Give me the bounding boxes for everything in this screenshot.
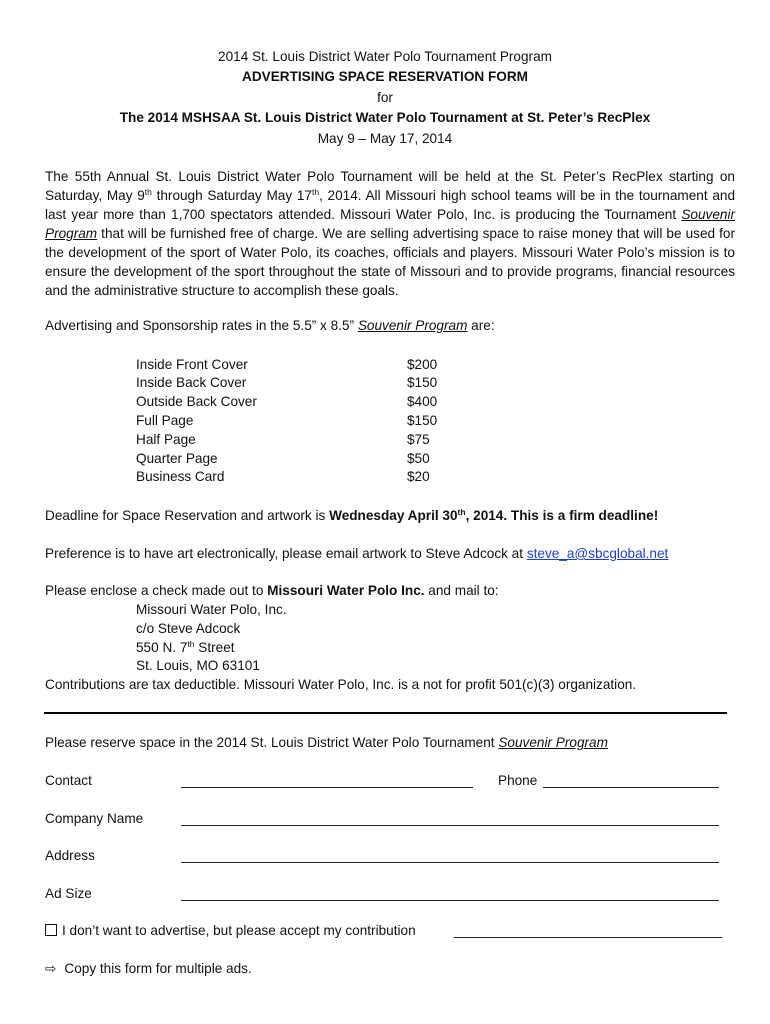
adsize-field[interactable]	[181, 900, 719, 901]
rate-price: $400	[407, 394, 438, 409]
contribution-checkbox[interactable]	[45, 924, 57, 936]
rates-intro: Advertising and Sponsorship rates in the 5.5” x 8.5” Souvenir Program are:	[45, 318, 495, 333]
rate-price: $150	[407, 413, 438, 428]
deadline-line: Deadline for Space Reservation and artwork is Wednesday April 30th, 2014. This is a firm deadline!	[45, 507, 659, 523]
divider	[44, 712, 727, 714]
rate-price: $200	[407, 357, 438, 372]
address-line: Missouri Water Polo, Inc.	[136, 602, 287, 617]
program-title: 2014 St. Louis District Water Polo Tournament Program	[218, 49, 552, 64]
reserve-line: Please reserve space in the 2014 St. Louis District Water Polo Tournament Souvenir Program	[45, 735, 608, 750]
rate-name: Inside Back Cover	[136, 375, 247, 390]
rate-price: $20	[407, 469, 430, 484]
adsize-label: Ad Size	[45, 886, 92, 901]
address-line: 550 N. 7th Street	[136, 639, 235, 655]
rate-name: Inside Front Cover	[136, 357, 248, 372]
mail-instruction: Please enclose a check made out to Missouri Water Polo Inc. and mail to:	[45, 583, 499, 598]
tournament-dates: May 9 – May 17, 2014	[317, 131, 453, 146]
rate-price: $150	[407, 375, 438, 390]
rate-name: Quarter Page	[136, 451, 218, 466]
rate-name: Half Page	[136, 432, 196, 447]
email-link[interactable]: steve_a@sbcglobal.net	[526, 546, 669, 561]
contribution-amount-field[interactable]	[454, 937, 722, 938]
deadline-date: Wednesday April 30th, 2014. This is a firm deadline!	[329, 507, 659, 523]
address-label: Address	[45, 848, 95, 863]
intro-paragraph: The 55th Annual St. Louis District Water Polo Tournament will be held at the St. Peter’s RecPlex starting on Saturday, May 9th through Saturday May 17th, 2014. All Missouri high school teams will be in the tournament and last year more than 1,700 spectators attended. Missouri Water Polo, Inc. is producing the Tournament Souvenir Program that will be furnished free of charge. We are selling advertising space to raise money that will be used for the development of the sport of Water Polo, its coaches, officials and players. Missouri Water Polo’s mission is to ensure the development of the sport throughout the state of Missouri and to provide programs, financial resources and the administrative structure to accomplish these goals.	[45, 169, 736, 298]
address-line: c/o Steve Adcock	[136, 621, 241, 636]
contact-label: Contact	[45, 773, 92, 788]
contact-field[interactable]	[181, 787, 473, 788]
company-label: Company Name	[45, 811, 144, 826]
copy-note: ⇨ Copy this form for multiple ads.	[45, 961, 252, 976]
preference-line: Preference is to have art electronically, please email artwork to Steve Adcock at steve_a@sbcglobal.net	[45, 546, 669, 561]
address-field[interactable]	[181, 862, 719, 863]
rate-name: Outside Back Cover	[136, 394, 257, 409]
rate-name: Business Card	[136, 469, 225, 484]
for-label: for	[377, 90, 393, 105]
form-title: ADVERTISING SPACE RESERVATION FORM	[242, 69, 528, 84]
souvenir-program-ref: Souvenir Program	[45, 207, 735, 241]
phone-field[interactable]	[543, 787, 719, 788]
phone-label: Phone	[498, 773, 538, 788]
contribution-option[interactable]: I don’t want to advertise, but please accept my contribution	[45, 923, 416, 938]
rate-name: Full Page	[136, 413, 194, 428]
tax-note: Contributions are tax deductible. Missouri Water Polo, Inc. is a not for profit 501(c)(3) organization.	[45, 677, 637, 692]
address-line: St. Louis, MO 63101	[136, 658, 260, 673]
rate-price: $75	[407, 432, 430, 447]
arrow-right-icon: ⇨	[45, 961, 57, 976]
company-field[interactable]	[181, 825, 719, 826]
rate-price: $50	[407, 451, 430, 466]
tournament-title: The 2014 MSHSAA St. Louis District Water Polo Tournament at St. Peter’s RecPlex	[119, 110, 651, 125]
